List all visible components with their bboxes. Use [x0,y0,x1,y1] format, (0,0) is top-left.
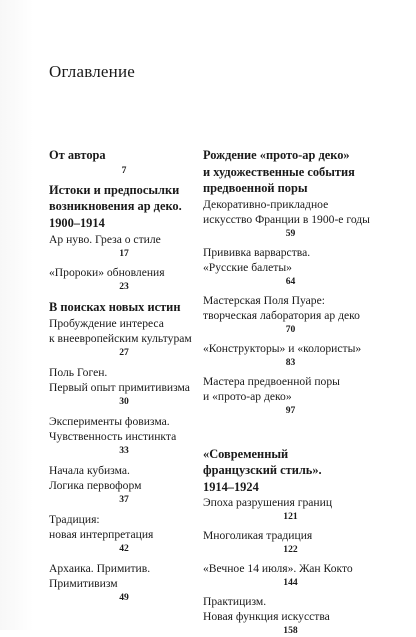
toc-entry-decorative-arts[interactable] [203,197,378,240]
toc-entry-author[interactable] [49,147,199,177]
toc-entry-cocteau[interactable] [203,561,378,589]
toc-entry-tradition[interactable] [49,512,199,555]
toc-entry-title: «Конструкторы» и «колористы» [203,341,362,355]
toc-entry-title: «Вечное 14 июля». Жан Кокто [203,562,353,575]
toc-entry-title: Традиция: новая интерпретация [49,512,154,541]
toc-entry-page: 97 [285,404,296,416]
toc-entry-page: 144 [283,577,298,588]
toc-entry-archaic[interactable] [49,561,199,604]
toc-entry-page: 64 [285,275,296,287]
toc-entry-page: 49 [119,591,129,603]
toc-entry-many-faced-tradition[interactable] [203,528,378,556]
toc-entry-title: От автора [49,148,106,162]
toc-entry-title: Истоки и предпосылки возникновения ар деко. 1900–1914 [49,182,182,230]
toc-section-modern-french-style[interactable] [203,446,378,496]
toc-entry-title: Ар нуво. Греза о стиле [49,233,161,246]
toc-entry-prewar-masters[interactable] [203,374,378,417]
toc-entry-title: Архаика. Примитив. Примитивизм [49,561,151,590]
toc-entry-title: Начала кубизма. Логика первоформ [49,463,142,492]
toc-entry-title: Мастера предвоенной поры и «прото-ар деко» [203,374,340,403]
toc-entry-page: 122 [283,544,298,555]
toc-entry-cubism[interactable] [49,463,199,506]
toc-entry-title: Многоликая традиция [203,529,313,542]
toc-section-origins[interactable] [49,182,199,232]
toc-entry-title: Практицизм. Новая функция искусства [203,595,330,623]
toc-entry-title: Пробуждение интереса к внеевропейским культурам [49,316,192,345]
toc-entry-title: Прививка варварства. «Русские балеты» [203,245,311,274]
toc-entry-title: Поль Гоген. Первый опыт примитивизма [49,365,190,394]
page-title: Оглавление [49,62,135,81]
toc-entry-page: 83 [285,356,296,368]
toc-section-new-truths[interactable] [49,299,199,316]
toc-entry-art-nouveau[interactable] [49,232,199,260]
toc-entry-gauguin[interactable] [49,365,199,408]
toc-entry-practicism[interactable] [203,594,378,637]
toc-entry-fauvism[interactable] [49,414,199,457]
toc-entry-title: Мастерская Поля Пуаре: творческая лаборатория ар деко [203,293,360,322]
toc-entry-page: 7 [121,164,127,176]
toc-left-column [49,147,199,604]
toc-entry-page: 23 [119,281,129,292]
toc-entry-russian-ballets[interactable] [203,245,378,288]
toc-entry-prophets[interactable] [49,265,199,293]
toc-entry-page: 27 [119,346,129,358]
toc-entry-page: 121 [283,511,298,522]
toc-entry-non-european[interactable] [49,316,199,359]
toc-entry-page: 37 [119,493,129,505]
toc-entry-title: Рождение «прото-ар деко» и художественные события предвоенной поры [203,148,355,195]
toc-entry-title: Эпоха разрушения границ [203,496,333,509]
toc-entry-page: 17 [119,248,129,259]
toc-entry-title: Декоративно-прикладное искусство Франции в 1900-е годы [203,197,370,226]
toc-entry-page: 30 [119,395,129,407]
toc-entry-page: 33 [119,444,129,456]
toc-entry-title: «Современный французский стиль». 1914–1924 [203,446,322,494]
toc-entry-title: Эксперименты фовизма. Чувственность инстинкта [49,414,177,443]
toc-entry-page: 158 [283,625,298,636]
toc-entry-title: В поисках новых истин [49,300,181,314]
toc-entry-page: 70 [285,323,296,335]
toc-section-proto-art-deco[interactable] [203,147,378,197]
toc-entry-borders[interactable] [203,495,378,523]
toc-entry-constructors[interactable] [203,341,378,369]
toc-entry-title: «Пророки» обновления [49,266,165,279]
toc-entry-poiret[interactable] [203,293,378,336]
toc-entry-page: 59 [285,227,296,239]
toc-entry-page: 42 [119,542,129,554]
toc-right-column [203,147,378,637]
